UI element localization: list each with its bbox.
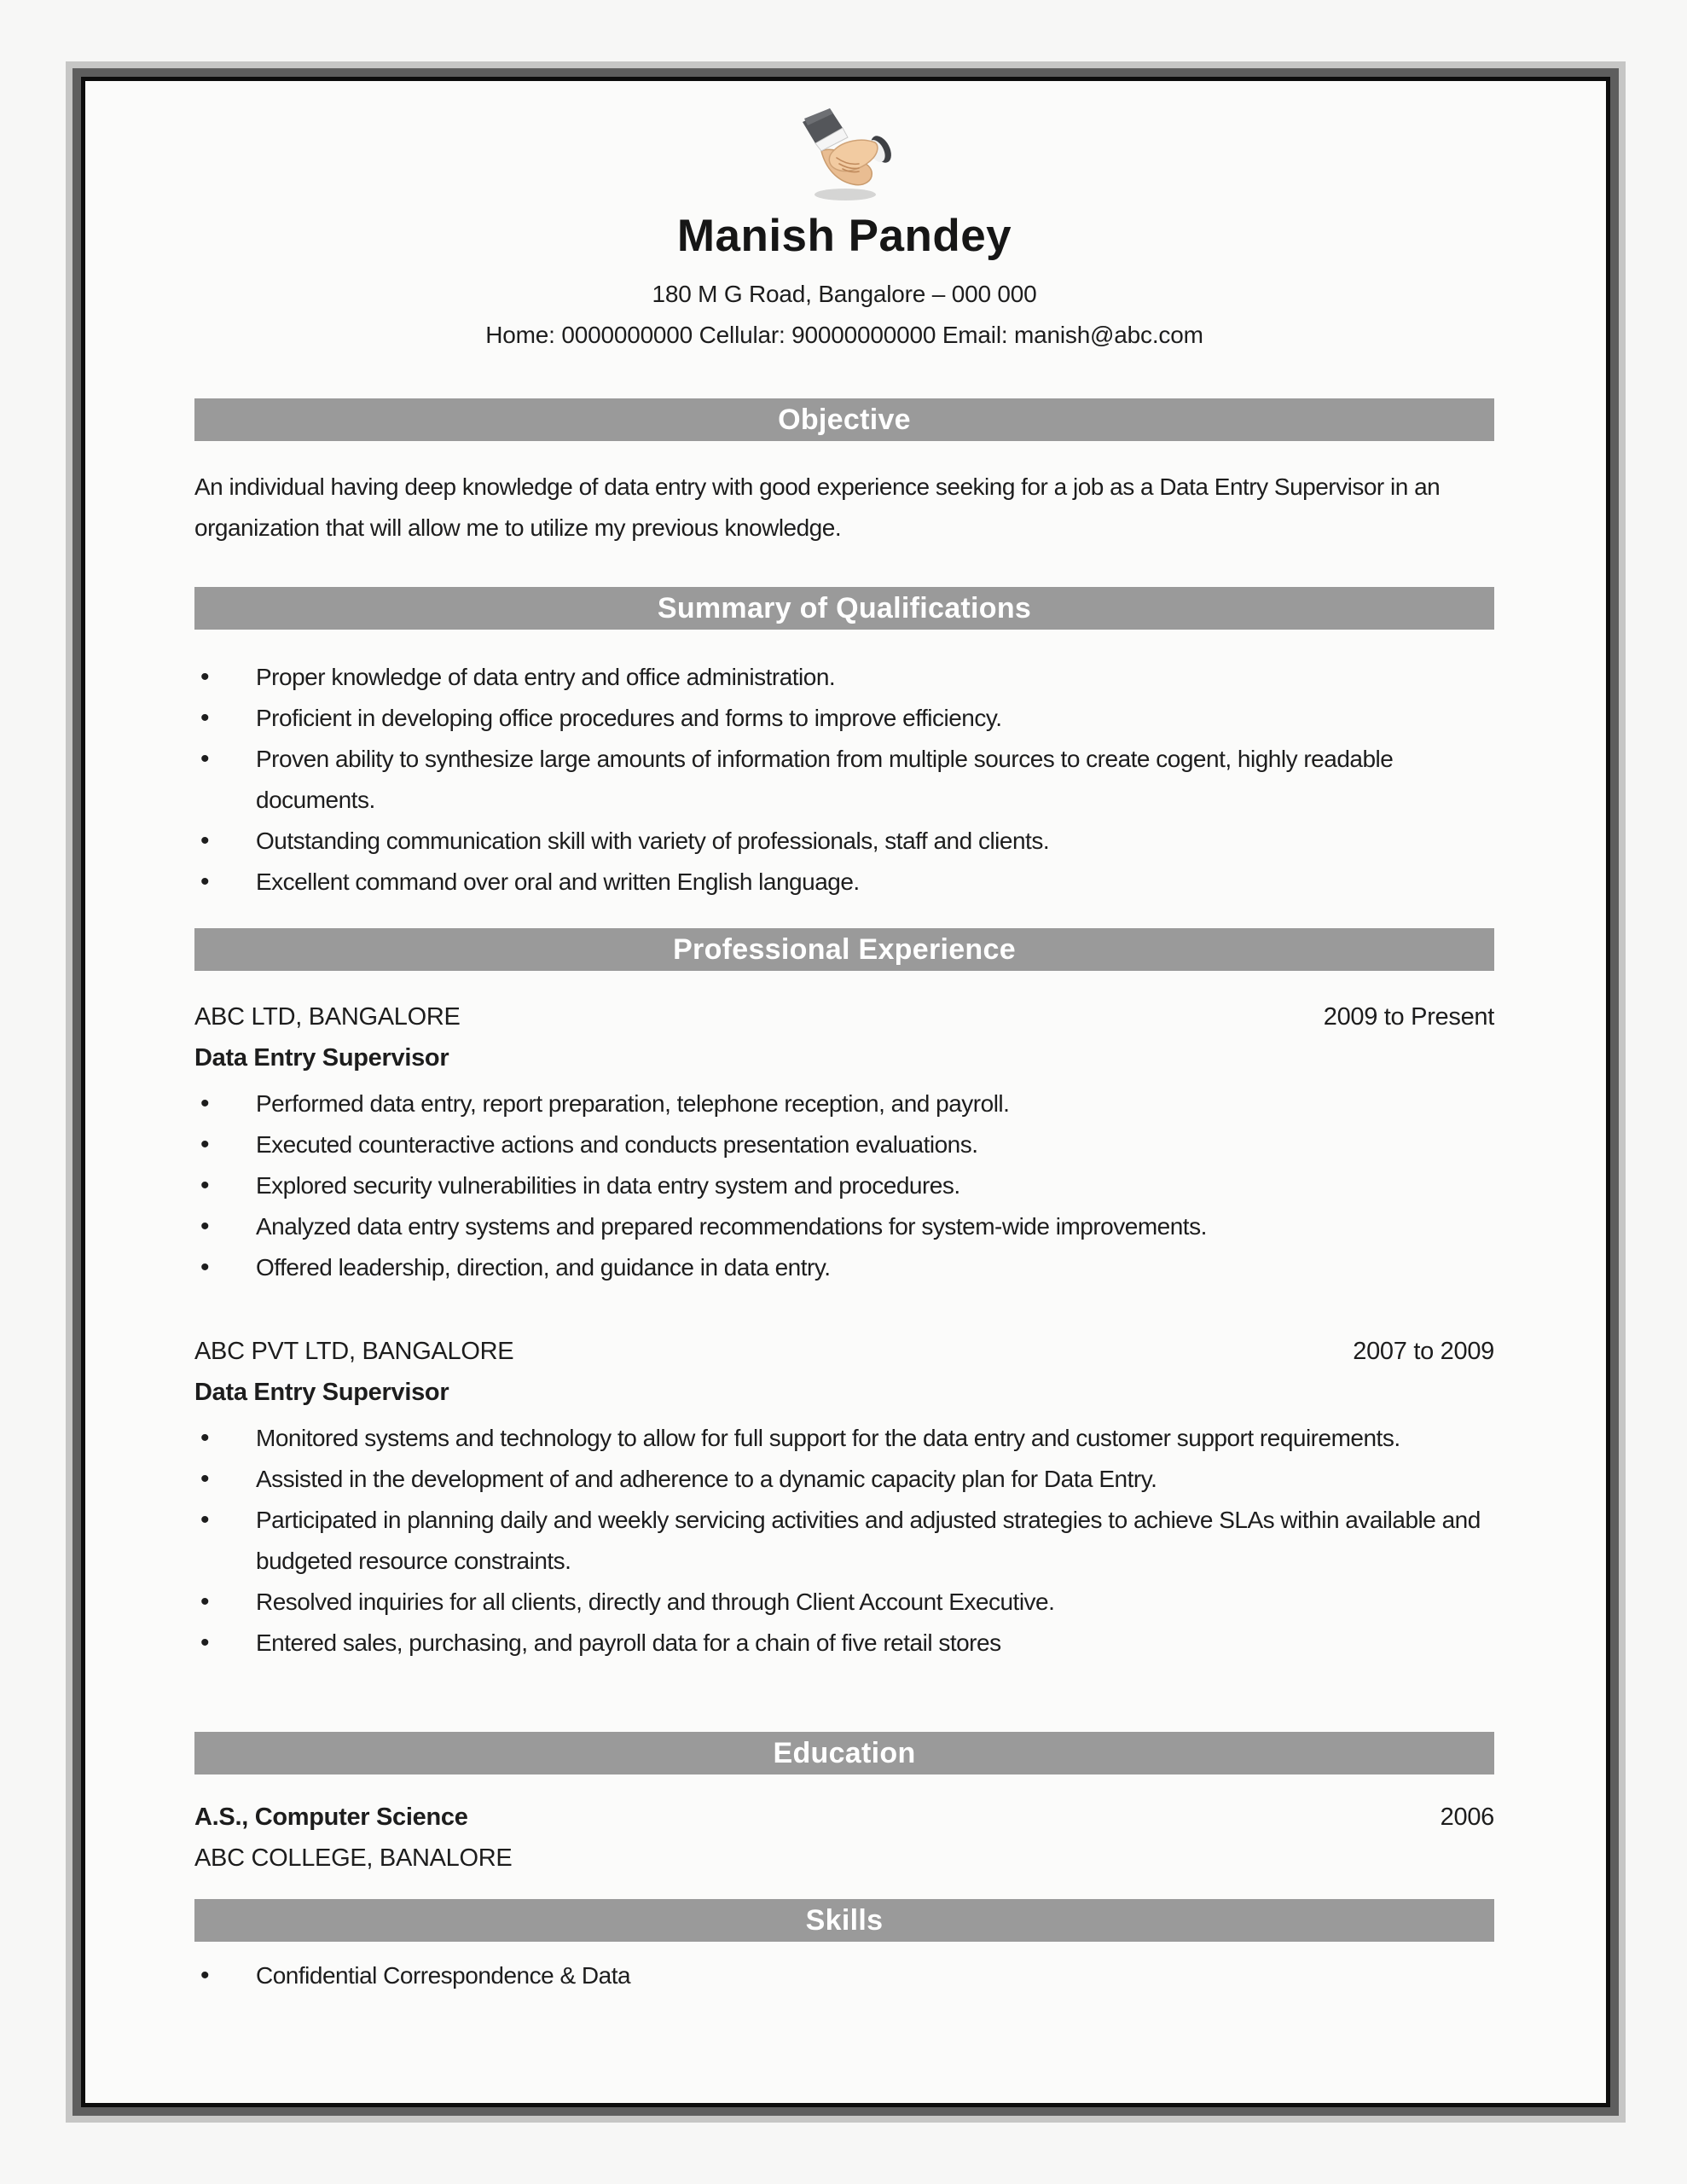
candidate-contact bbox=[194, 315, 1494, 356]
list-item: • Confidential Correspondence & Data bbox=[194, 1955, 1494, 1996]
education-entry bbox=[194, 1797, 1494, 1838]
skills-list bbox=[194, 1955, 1494, 1996]
bullet-dot bbox=[194, 862, 256, 903]
handshake-icon bbox=[789, 107, 900, 202]
bullet-dot bbox=[194, 1459, 256, 1500]
bullet-dot bbox=[194, 1247, 256, 1288]
company-name: ABC LTD, BANGALORE bbox=[194, 1003, 461, 1031]
bullet-dot bbox=[194, 657, 256, 698]
job-entry-1 bbox=[194, 996, 1494, 1288]
section-header-objective bbox=[194, 398, 1494, 441]
list-item: • Proper knowledge of data entry and office administration. bbox=[194, 657, 1494, 698]
list-item: • Assisted in the development of and adherence to a dynamic capacity plan for Data Entry. bbox=[194, 1459, 1494, 1500]
list-item: • Offered leadership, direction, and guidance in data entry. bbox=[194, 1247, 1494, 1288]
list-item: • Proven ability to synthesize large amounts of information from multiple sources to create cogent, highly readable documents. bbox=[194, 739, 1494, 821]
bullet-dot bbox=[194, 1500, 256, 1541]
contact-home: Home: 0000000000 bbox=[485, 322, 693, 348]
bullet-dot bbox=[194, 1124, 256, 1165]
handshake-image bbox=[789, 107, 900, 202]
list-item: • Explored security vulnerabilities in data entry system and procedures. bbox=[194, 1165, 1494, 1206]
job-dates: 2009 to Present bbox=[1323, 1003, 1494, 1031]
job-role: Data Entry Supervisor bbox=[194, 1379, 449, 1406]
bullet-dot bbox=[194, 821, 256, 862]
job-role: Data Entry Supervisor bbox=[194, 1044, 449, 1072]
section-title: Skills bbox=[805, 1903, 884, 1937]
objective-text: An individual having deep knowledge of data entry with good experience seeking for a job as a Data Entry Supervisor in an organization that will allow me to utilize my previous knowledge. bbox=[194, 473, 1441, 541]
job-duties-list bbox=[194, 1418, 1494, 1664]
resume-sheet bbox=[81, 77, 1610, 2107]
section-header-skills bbox=[194, 1899, 1494, 1942]
bullet-dot bbox=[194, 739, 256, 780]
bullet-dot bbox=[194, 1955, 256, 1996]
candidate-address: 180 M G Road, Bangalore – 000 000 bbox=[652, 281, 1037, 307]
bullet-dot bbox=[194, 1206, 256, 1247]
resume-content bbox=[85, 81, 1606, 1996]
list-item: • Excellent command over oral and written English language. bbox=[194, 862, 1494, 903]
job-header bbox=[194, 996, 1494, 1037]
section-title: Education bbox=[773, 1736, 916, 1769]
list-item: • Executed counteractive actions and conducts presentation evaluations. bbox=[194, 1124, 1494, 1165]
section-header-experience bbox=[194, 928, 1494, 971]
contact-email: Email: manish@abc.com bbox=[942, 322, 1203, 348]
education-school bbox=[194, 1838, 1494, 1879]
list-item: • Performed data entry, report preparation, telephone reception, and payroll. bbox=[194, 1083, 1494, 1124]
bullet-dot bbox=[194, 698, 256, 739]
section-title: Summary of Qualifications bbox=[657, 591, 1032, 624]
job-header bbox=[194, 1331, 1494, 1372]
school-name: ABC COLLEGE, BANALORE bbox=[194, 1844, 513, 1872]
section-header-qualifications bbox=[194, 587, 1494, 630]
qualifications-list bbox=[194, 657, 1494, 903]
list-item: • Participated in planning daily and weekly servicing activities and adjusted strategies to achieve SLAs within available and budgeted resource constraints. bbox=[194, 1500, 1494, 1582]
company-name: ABC PVT LTD, BANGALORE bbox=[194, 1338, 514, 1365]
section-title: Professional Experience bbox=[673, 932, 1016, 966]
list-item: • Proficient in developing office procedures and forms to improve efficiency. bbox=[194, 698, 1494, 739]
bullet-dot bbox=[194, 1623, 256, 1664]
contact-cellular: Cellular: 90000000000 bbox=[699, 322, 936, 348]
section-title: Objective bbox=[778, 403, 911, 436]
bullet-dot bbox=[194, 1083, 256, 1124]
section-header-education bbox=[194, 1732, 1494, 1774]
list-item: • Monitored systems and technology to allow for full support for the data entry and customer support requirements. bbox=[194, 1418, 1494, 1459]
bullet-dot bbox=[194, 1582, 256, 1623]
resume-header bbox=[194, 107, 1494, 356]
job-dates: 2007 to 2009 bbox=[1353, 1338, 1494, 1365]
list-item: • Outstanding communication skill with variety of professionals, staff and clients. bbox=[194, 821, 1494, 862]
list-item: • Entered sales, purchasing, and payroll data for a chain of five retail stores bbox=[194, 1623, 1494, 1664]
job-entry-2 bbox=[194, 1331, 1494, 1664]
candidate-name: Manish Pandey bbox=[676, 211, 1012, 261]
job-duties-list bbox=[194, 1083, 1494, 1288]
graduation-year: 2006 bbox=[1440, 1804, 1494, 1831]
list-item: • Resolved inquiries for all clients, directly and through Client Account Executive. bbox=[194, 1582, 1494, 1623]
bullet-dot bbox=[194, 1418, 256, 1459]
bullet-dot bbox=[194, 1165, 256, 1206]
list-item: • Analyzed data entry systems and prepared recommendations for system-wide improvements. bbox=[194, 1206, 1494, 1247]
degree-name: A.S., Computer Science bbox=[194, 1804, 468, 1831]
